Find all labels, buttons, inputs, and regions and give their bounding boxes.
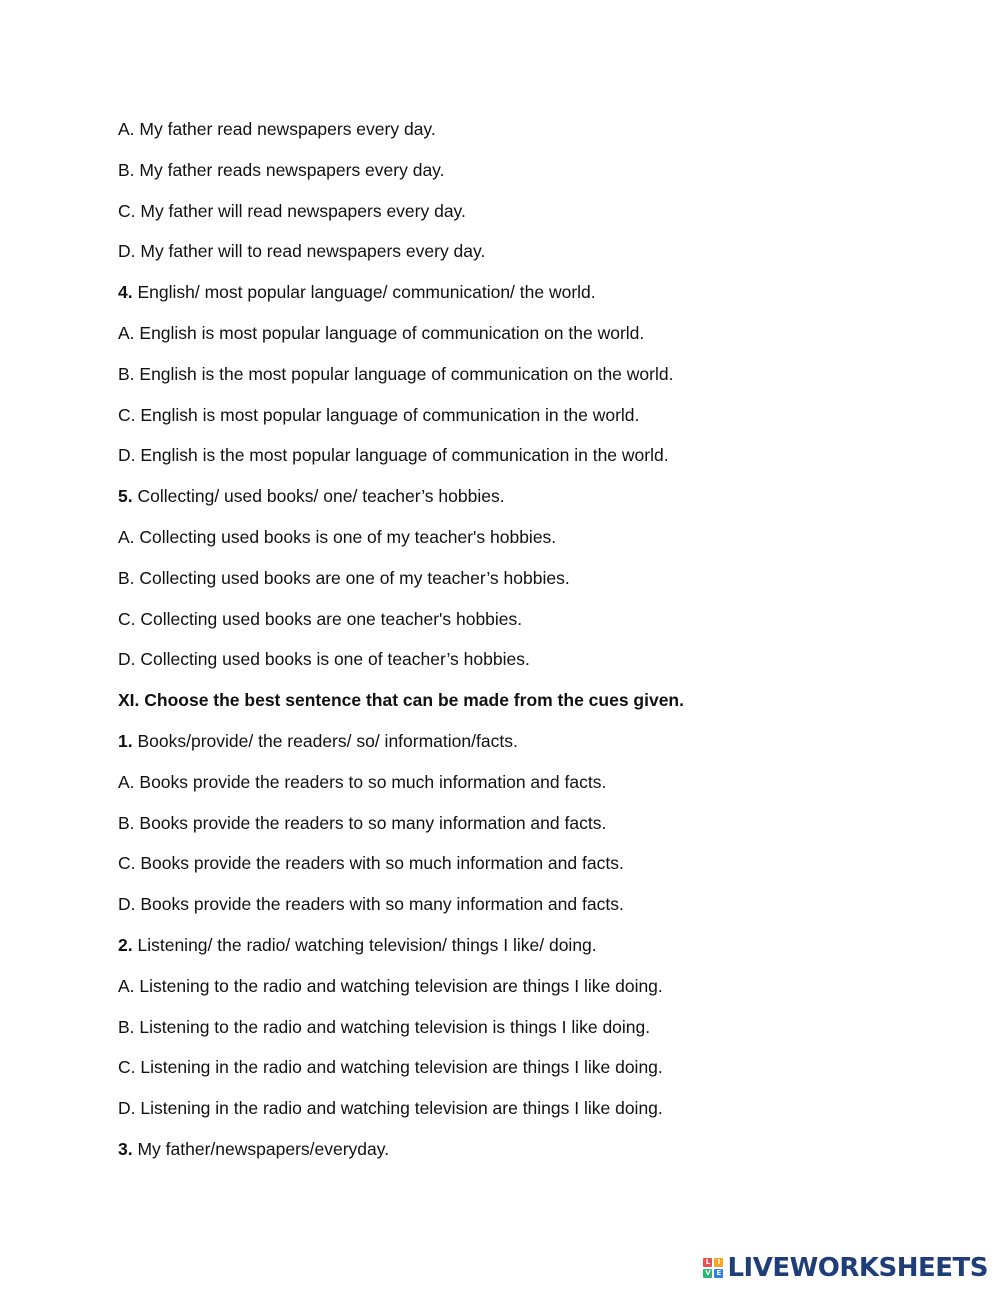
answer-option: B. Collecting used books are one of my teacher’s hobbies. xyxy=(118,567,570,588)
answer-option: D. Books provide the readers with so many information and facts. xyxy=(118,894,624,915)
question-cues: Books/provide/ the readers/ so/ information/facts. xyxy=(137,730,518,751)
answer-option: B. My father reads newspapers every day. xyxy=(118,159,445,180)
answer-option: D. Listening in the radio and watching television are things I like doing. xyxy=(118,1098,663,1119)
answer-option: D. English is the most popular language of communication in the world. xyxy=(118,445,669,466)
question-prompt xyxy=(118,728,938,769)
answer-option: B. Books provide the readers to so many information and facts. xyxy=(118,812,607,833)
question-cues: Collecting/ used books/ one/ teacher’s hobbies. xyxy=(137,486,505,507)
answer-option: A. Listening to the radio and watching television are things I like doing. xyxy=(118,975,663,996)
question-prompt xyxy=(118,279,938,320)
answer-option: D. Collecting used books is one of teacher’s hobbies. xyxy=(118,649,530,670)
section-heading: XI. Choose the best sentence that can be made from the cues given. xyxy=(118,690,684,711)
logo-mark-letter: I xyxy=(714,1258,723,1267)
question-cues: My father/newspapers/everyday. xyxy=(137,1138,390,1159)
question-cues: English/ most popular language/ communication/ the world. xyxy=(137,282,596,303)
worksheet-content xyxy=(118,116,938,1177)
answer-option: A. English is most popular language of communication on the world. xyxy=(118,322,645,343)
question-number: 4. xyxy=(118,282,133,303)
question-number: 1. xyxy=(118,730,133,751)
liveworksheets-logo xyxy=(703,1254,988,1282)
answer-option: B. Listening to the radio and watching television is things I like doing. xyxy=(118,1016,651,1037)
answer-option: A. Collecting used books is one of my teacher's hobbies. xyxy=(118,526,557,547)
answer-option: A. My father read newspapers every day. xyxy=(118,119,436,139)
logo-mark-letter: V xyxy=(705,1269,711,1277)
question-cues: Listening/ the radio/ watching television/ things I like/ doing. xyxy=(137,934,597,955)
answer-option: C. My father will read newspapers every day. xyxy=(118,200,466,221)
answer-option: A. Books provide the readers to so much information and facts. xyxy=(118,771,607,792)
question-prompt xyxy=(118,1136,938,1177)
answer-option: D. My father will to read newspapers every day. xyxy=(118,241,486,262)
logo-text: LIVEWORKSHEETS xyxy=(727,1253,988,1283)
answer-option: C. Books provide the readers with so much information and facts. xyxy=(118,853,624,874)
logo-mark-letter: L xyxy=(703,1258,712,1267)
question-number: 3. xyxy=(118,1138,133,1159)
question-number: 2. xyxy=(118,934,133,955)
liveworksheets-logo-icon xyxy=(703,1258,723,1278)
question-prompt xyxy=(118,932,938,973)
logo-mark-letter: E xyxy=(714,1269,723,1278)
answer-option: C. Listening in the radio and watching television are things I like doing. xyxy=(118,1057,663,1078)
answer-option: C. English is most popular language of communication in the world. xyxy=(118,404,640,425)
answer-option: C. Collecting used books are one teacher's hobbies. xyxy=(118,608,523,629)
question-prompt xyxy=(118,483,938,524)
answer-option: B. English is the most popular language of communication on the world. xyxy=(118,363,674,384)
question-number: 5. xyxy=(118,486,133,507)
